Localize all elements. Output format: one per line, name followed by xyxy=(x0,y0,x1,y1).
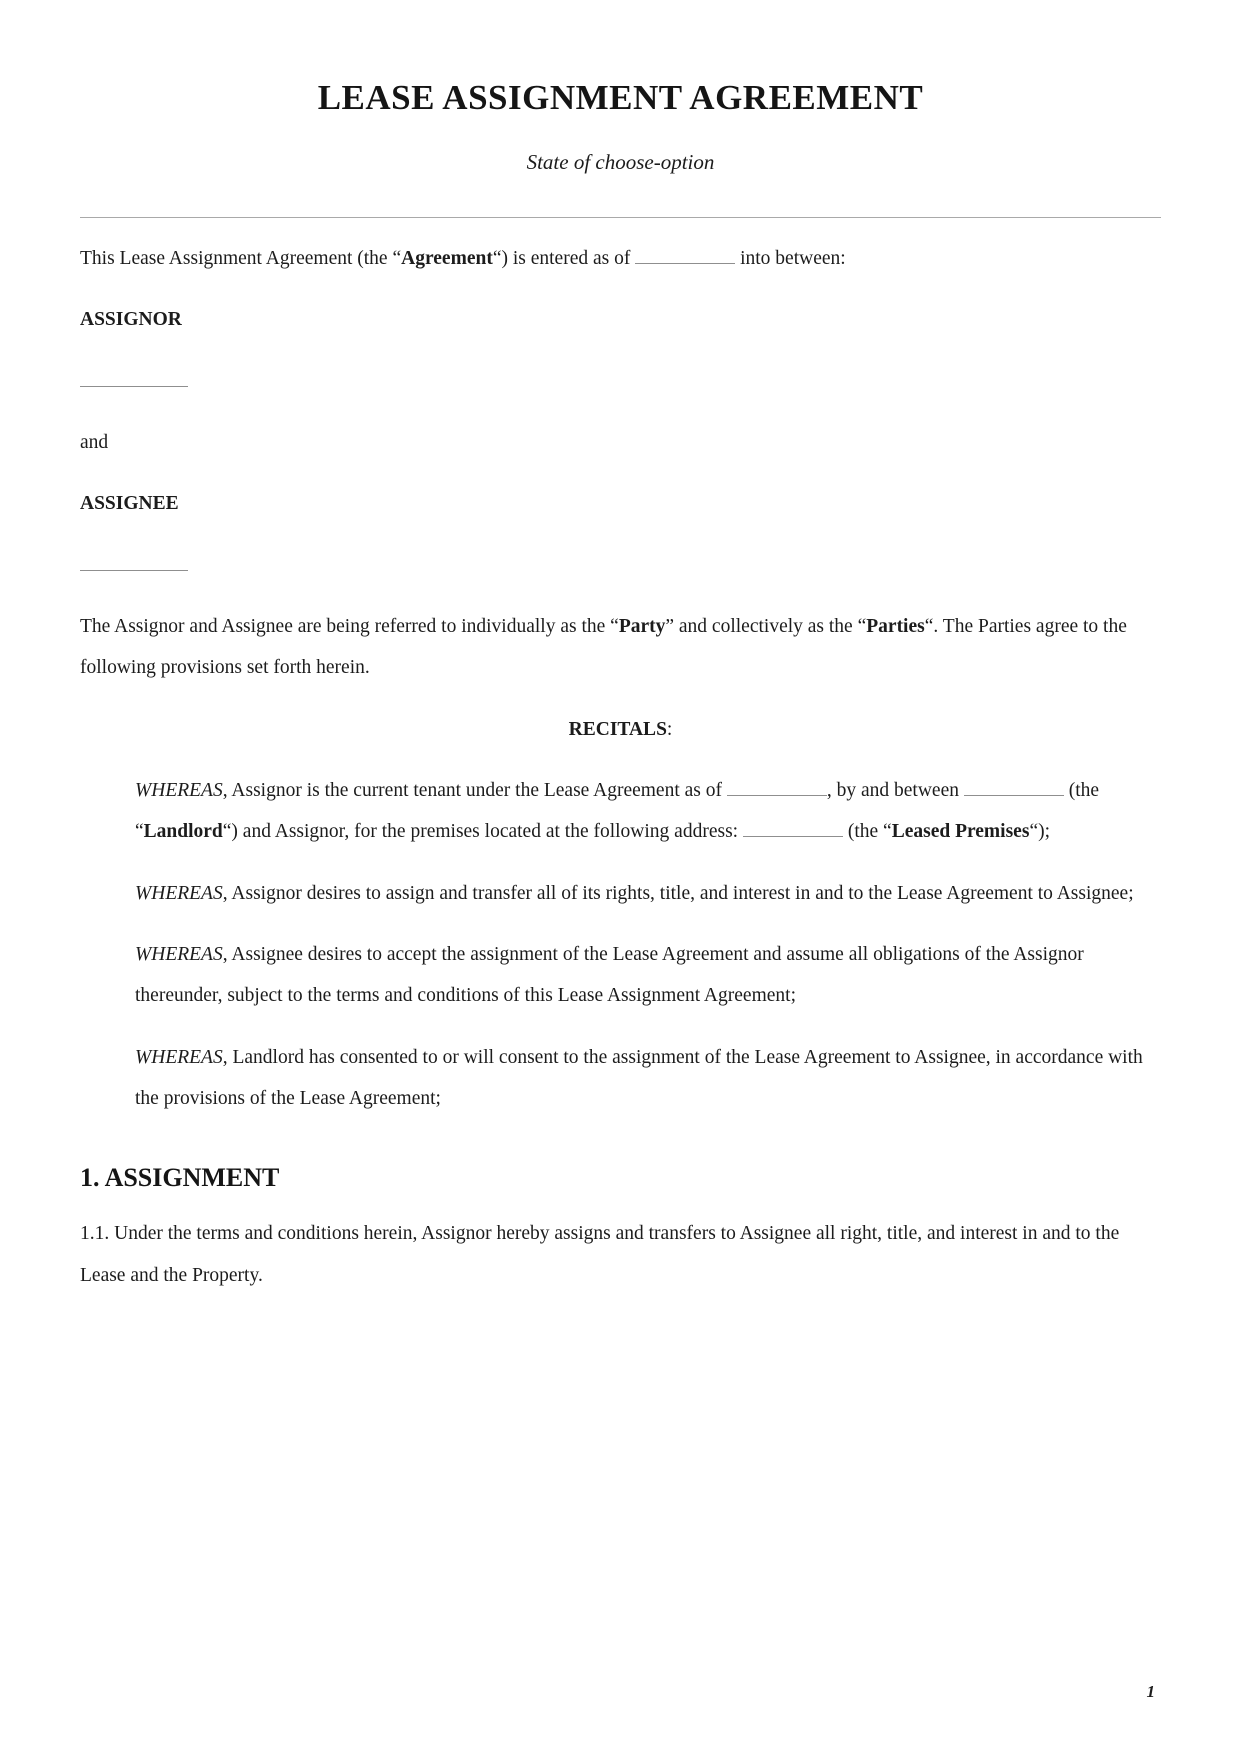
text-run: “); xyxy=(1029,821,1051,843)
paragraph xyxy=(80,545,1161,586)
text-run: WHEREAS xyxy=(135,943,223,965)
text-run: 1. ASSIGNMENT xyxy=(80,1163,280,1193)
text-run: Leased Premises xyxy=(891,821,1030,843)
text-run: WHEREAS xyxy=(135,779,223,801)
blank-field xyxy=(743,815,843,837)
text-run: Parties xyxy=(866,615,925,637)
document-subtitle: State of choose-option xyxy=(526,150,715,174)
text-run: , Assignor is the current tenant under the Lease Agreement as of xyxy=(222,779,727,801)
paragraph xyxy=(135,934,1161,1017)
blank-field xyxy=(80,548,188,570)
paragraph xyxy=(80,709,1161,750)
paragraph xyxy=(135,873,1161,914)
text-run: ” and collectively as the “ xyxy=(665,615,867,637)
text-run: : xyxy=(666,718,673,740)
paragraph xyxy=(80,238,1161,279)
document-body xyxy=(80,238,1161,1296)
text-run: Landlord xyxy=(143,821,223,843)
text-run: , by and between xyxy=(826,779,964,801)
paragraph xyxy=(135,1037,1161,1120)
paragraph xyxy=(135,770,1161,853)
blank-field xyxy=(964,774,1064,796)
paragraph xyxy=(80,299,1161,340)
text-run: WHEREAS xyxy=(135,882,223,904)
text-run: The Assignor and Assignee are being referred to individually as the “ xyxy=(80,615,619,637)
horizontal-divider xyxy=(80,217,1161,218)
text-run: “) and Assignor, for the premises located at the following address: xyxy=(222,821,743,843)
text-run: “) is entered as of xyxy=(492,248,636,269)
text-run: , Landlord has consented to or will consent to the assignment of the Lease Agreement to Assignee, in accordance with the provisions of the Lease Agreement; xyxy=(135,1046,1143,1109)
page-number: 1 xyxy=(1146,1682,1155,1701)
paragraph xyxy=(80,1213,1161,1296)
paragraph xyxy=(80,361,1161,402)
text-run: “. The Parties agree to the following provisions set forth herein. xyxy=(80,615,1127,679)
text-run: and xyxy=(80,431,109,453)
text-run: ASSIGNEE xyxy=(80,493,179,515)
text-run: ASSIGNOR xyxy=(80,309,182,331)
text-run: (the “ xyxy=(842,821,892,843)
paragraph xyxy=(80,606,1161,689)
text-run: WHEREAS xyxy=(135,1046,223,1068)
document-title: LEASE ASSIGNMENT AGREEMENT xyxy=(317,78,924,117)
text-run: (the “ xyxy=(135,779,1100,843)
text-run: 1.1. Under the terms and conditions herein, Assignor hereby assigns and transfers to Assignee all right, title, and interest in and to the Lease and the Property. xyxy=(80,1223,1120,1286)
text-run: This Lease Assignment Agreement (the “ xyxy=(80,248,402,269)
text-run: RECITALS xyxy=(568,718,667,740)
blank-field xyxy=(635,242,735,264)
blank-field xyxy=(80,364,188,386)
text-run: , Assignee desires to accept the assignment of the Lease Agreement and assume all obligations of the Assignor thereunder, subject to the terms and conditions of this Lease Assignment Agreement; xyxy=(135,943,1084,1007)
text-run: Agreement xyxy=(401,248,493,269)
paragraph xyxy=(80,483,1161,524)
blank-field xyxy=(727,774,827,796)
text-run: Party xyxy=(618,615,666,637)
text-run: , Assignor desires to assign and transfer all of its rights, title, and interest in and to the Lease Agreement to Assignee; xyxy=(222,882,1134,904)
text-run: into between: xyxy=(735,248,846,269)
paragraph xyxy=(80,422,1161,463)
section-heading xyxy=(80,1163,1161,1193)
